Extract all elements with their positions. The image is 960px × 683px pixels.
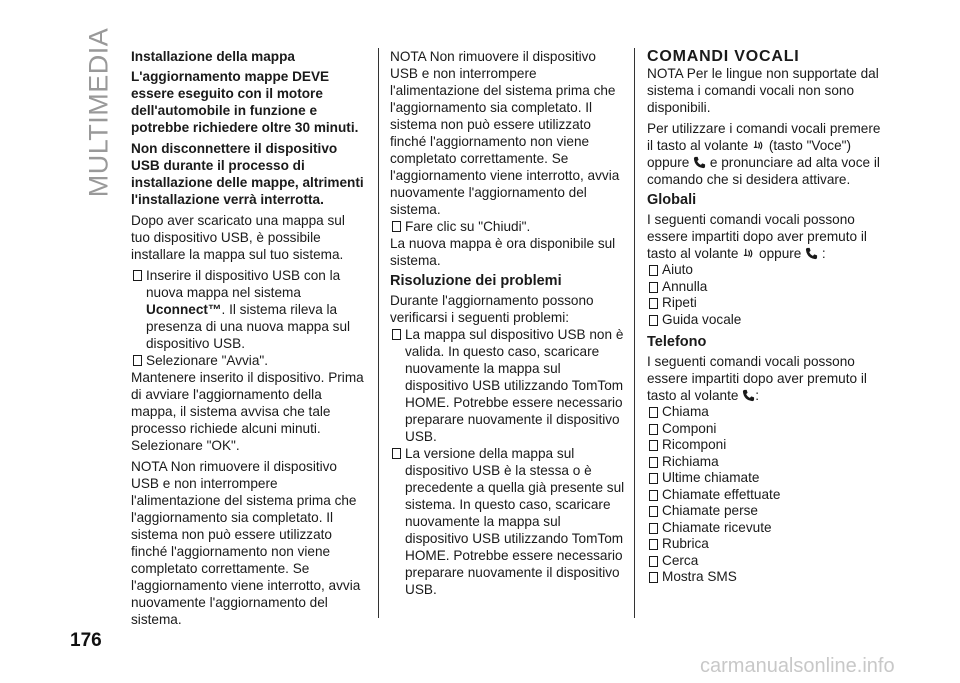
heading-map-install: Installazione della mappa xyxy=(131,49,295,64)
heading-voice-commands: COMANDI VOCALI xyxy=(647,48,800,65)
column-divider-1 xyxy=(378,48,379,618)
list-item: Guida vocale xyxy=(647,312,887,329)
column-1 xyxy=(131,48,367,632)
phone-icon xyxy=(742,389,755,402)
list-item: Chiamate ricevute xyxy=(647,520,887,537)
paragraph-note: NOTA Non rimuovere il dispositivo USB e non interrompere l'alimentazione del sistema prima che l'aggiornamento sia completato. Il sistema non può essere utilizzato finché l'aggiornamento non viene completato correttamente. Se l'aggiornamento viene interrotto, avvia nuovamente l'aggiornamento del sistema. xyxy=(390,49,620,217)
list-item: Mostra SMS xyxy=(647,569,887,586)
bullet-insert-usb: Inserire il dispositivo USB con la nuova mappa nel sistema Uconnect™. Il sistema rileva la presenza di una nuova mappa sul dispositivo USB. xyxy=(131,267,367,352)
column-3 xyxy=(647,48,887,592)
paragraph: Durante l'aggiornamento possono verificarsi i seguenti problemi: xyxy=(390,293,594,325)
phone-icon xyxy=(805,247,818,260)
voice-command-icon xyxy=(752,139,765,152)
phone-commands-list xyxy=(647,404,887,586)
bullet-select-start: Selezionare "Avvia". xyxy=(131,352,367,369)
list-item: Richiama xyxy=(647,454,887,471)
list-item: Annulla xyxy=(647,279,887,296)
list-item: Componi xyxy=(647,421,887,438)
paragraph-note: NOTA Non rimuovere il dispositivo USB e non interrompere l'alimentazione del sistema prima che l'aggiornamento sia completato. Il sistema non può essere utilizzato finché l'aggiornamento non viene completato correttamente. Se l'aggiornamento viene interrotto, avvia nuovamente l'aggiornamento del sistema. xyxy=(131,459,361,627)
paragraph: Dopo aver scaricato una mappa sul tuo dispositivo USB, è possibile installare la mappa sul tuo sistema. xyxy=(131,213,345,262)
paragraph-usage: Per utilizzare i comandi vocali premere il tasto al volante (tasto "Voce") oppure e pronunciare ad alta voce il comando che si desidera attivare. xyxy=(647,121,881,187)
list-item: Rubrica xyxy=(647,536,887,553)
paragraph: Mantenere inserito il dispositivo. Prima di avviare l'aggiornamento della mappa, il sistema avvisa che tale processo richiede alcuni minuti. Selezionare "OK". xyxy=(131,370,364,453)
page-number: 176 xyxy=(70,630,102,651)
list-item: Ripeti xyxy=(647,295,887,312)
section-side-label xyxy=(83,27,114,198)
voice-command-icon xyxy=(742,247,755,260)
column-2 xyxy=(390,48,626,598)
watermark-text: carmanualsonline.info xyxy=(700,655,895,677)
heading-usb-warning: Non disconnettere il dispositivo USB durante il processo di installazione delle mappe, altrimenti l'installazione verrà interrotta. xyxy=(131,141,364,207)
bullet-same-version: La versione della mappa sul dispositivo USB è la stessa o è precedente a quella già presente sul sistema. In questo caso, scaricare nuovamente la mappa sul dispositivo USB utilizzando TomTom HOME. Potrebbe essere necessario preparare nuovamente il dispositivo USB. xyxy=(390,445,626,598)
list-item: Chiamate effettuate xyxy=(647,487,887,504)
heading-global: Globali xyxy=(647,192,697,208)
bullet-invalid-map: La mappa sul dispositivo USB non è valida. In questo caso, scaricare nuovamente la mappa sul dispositivo USB utilizzando TomTom HOME. Potrebbe essere necessario preparare nuovamente il dispositivo USB. xyxy=(390,326,626,445)
list-item: Cerca xyxy=(647,553,887,570)
list-item: Aiuto xyxy=(647,262,887,279)
paragraph: La nuova mappa è ora disponibile sul sistema. xyxy=(390,236,616,268)
phone-icon xyxy=(693,156,706,169)
list-item: Ultime chiamate xyxy=(647,470,887,487)
paragraph-global-intro: I seguenti comandi vocali possono essere impartiti dopo aver premuto il tasto al volante oppure : xyxy=(647,212,867,261)
list-item: Chiamate perse xyxy=(647,503,887,520)
heading-troubleshooting: Risoluzione dei problemi xyxy=(390,273,562,289)
section-side-label-text: MULTIMEDIA xyxy=(83,27,114,198)
bullet-click-close: Fare clic su "Chiudi". xyxy=(390,218,626,235)
heading-engine-warning: L'aggiornamento mappe DEVE essere eseguito con il motore dell'automobile in funzione e potrebbe richiedere oltre 30 minuti. xyxy=(131,69,359,135)
global-commands-list xyxy=(647,262,887,328)
column-divider-2 xyxy=(634,48,635,618)
paragraph-note: NOTA Per le lingue non supportate dal sistema i comandi vocali non sono disponibili. xyxy=(647,66,879,115)
list-item: Chiama xyxy=(647,404,887,421)
paragraph-phone-intro: I seguenti comandi vocali possono essere impartiti dopo aver premuto il tasto al volante : xyxy=(647,354,867,403)
heading-phone: Telefono xyxy=(647,334,707,350)
list-item: Ricomponi xyxy=(647,437,887,454)
